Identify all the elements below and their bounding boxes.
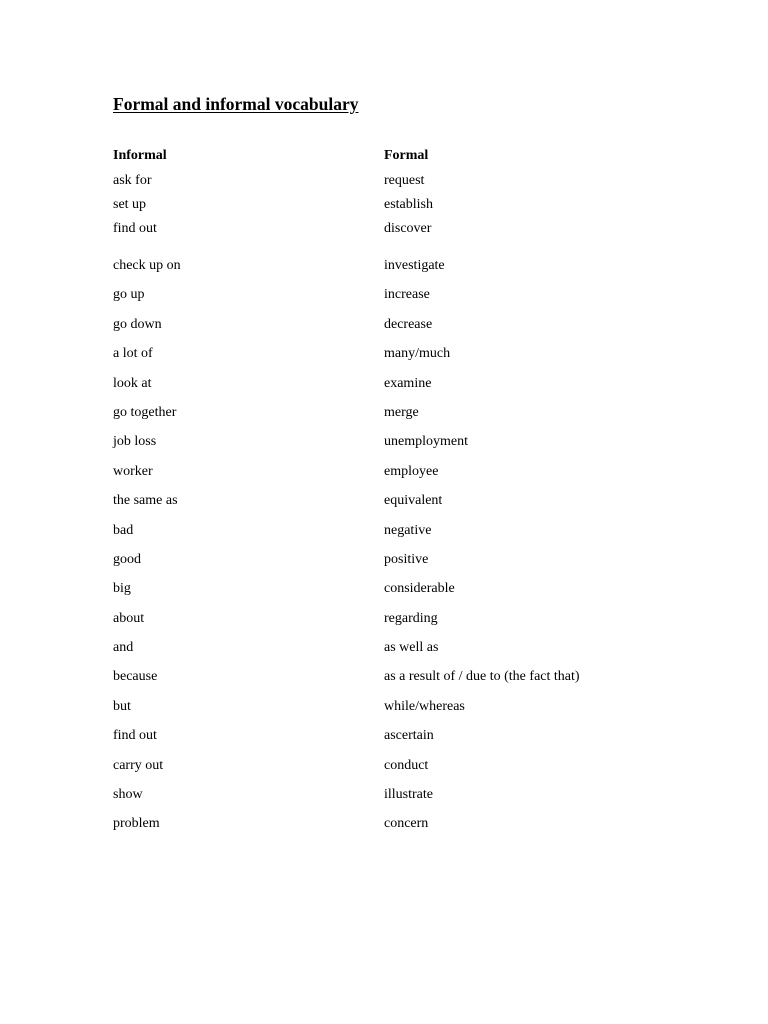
table-row — [113, 171, 673, 195]
informal-term: but — [113, 698, 131, 714]
informal-term: the same as — [113, 493, 178, 509]
formal-term: unemployment — [384, 434, 468, 450]
page-title: Formal and informal vocabulary — [113, 94, 359, 114]
table-row — [113, 638, 673, 667]
informal-term: go together — [113, 404, 177, 420]
table-row — [113, 756, 673, 785]
table-row — [113, 403, 673, 432]
table-row — [113, 374, 673, 403]
formal-term: establish — [384, 197, 433, 212]
informal-term: worker — [113, 463, 153, 479]
table-row — [113, 462, 673, 491]
informal-term: go down — [113, 316, 162, 332]
vocabulary-table — [113, 146, 673, 844]
informal-column-header: Informal — [113, 148, 167, 163]
informal-term: show — [113, 787, 143, 803]
formal-term: increase — [384, 287, 430, 303]
formal-term: many/much — [384, 346, 451, 362]
informal-term: ask for — [113, 173, 152, 188]
informal-term: find out — [113, 728, 157, 744]
formal-term: positive — [384, 551, 429, 567]
informal-term: carry out — [113, 757, 164, 773]
table-row — [113, 609, 673, 638]
informal-term: big — [113, 581, 131, 597]
table-row — [113, 667, 673, 696]
informal-term: problem — [113, 816, 160, 832]
formal-term: request — [384, 173, 425, 188]
table-row — [113, 285, 673, 314]
informal-term: good — [113, 551, 141, 567]
informal-term: about — [113, 610, 145, 626]
formal-term: concern — [384, 816, 429, 832]
formal-term: equivalent — [384, 493, 443, 509]
table-row — [113, 785, 673, 814]
informal-term: because — [113, 669, 158, 685]
formal-term: investigate — [384, 258, 445, 273]
formal-term: examine — [384, 375, 432, 391]
formal-term: decrease — [384, 316, 433, 332]
informal-term: bad — [113, 522, 134, 538]
informal-term: set up — [113, 197, 147, 212]
formal-term: as a result of / due to (the fact that) — [384, 669, 580, 685]
table-row — [113, 726, 673, 755]
table-row — [113, 219, 673, 256]
table-header-row — [113, 146, 673, 171]
formal-term: as well as — [384, 640, 439, 656]
informal-term: go up — [113, 287, 145, 303]
formal-term: discover — [384, 221, 432, 236]
formal-term: ascertain — [384, 728, 434, 744]
table-row — [113, 315, 673, 344]
informal-term: a lot of — [113, 346, 153, 362]
formal-term: conduct — [384, 757, 429, 773]
table-row — [113, 521, 673, 550]
table-row — [113, 256, 673, 285]
formal-term: considerable — [384, 581, 455, 597]
formal-term: while/whereas — [384, 698, 465, 714]
formal-term: regarding — [384, 610, 438, 626]
formal-column-header: Formal — [384, 148, 429, 163]
table-row — [113, 344, 673, 373]
informal-term: look at — [113, 375, 152, 391]
table-row — [113, 491, 673, 520]
formal-term: merge — [384, 404, 419, 420]
formal-term: illustrate — [384, 787, 433, 803]
informal-term: find out — [113, 221, 157, 236]
formal-term: negative — [384, 522, 432, 538]
informal-term: and — [113, 640, 134, 656]
table-row — [113, 432, 673, 461]
informal-term: job loss — [113, 434, 157, 450]
table-row — [113, 195, 673, 219]
table-row — [113, 550, 673, 579]
formal-term: employee — [384, 463, 439, 479]
table-row — [113, 579, 673, 608]
informal-term: check up on — [113, 258, 181, 273]
table-row — [113, 814, 673, 843]
table-row — [113, 697, 673, 726]
